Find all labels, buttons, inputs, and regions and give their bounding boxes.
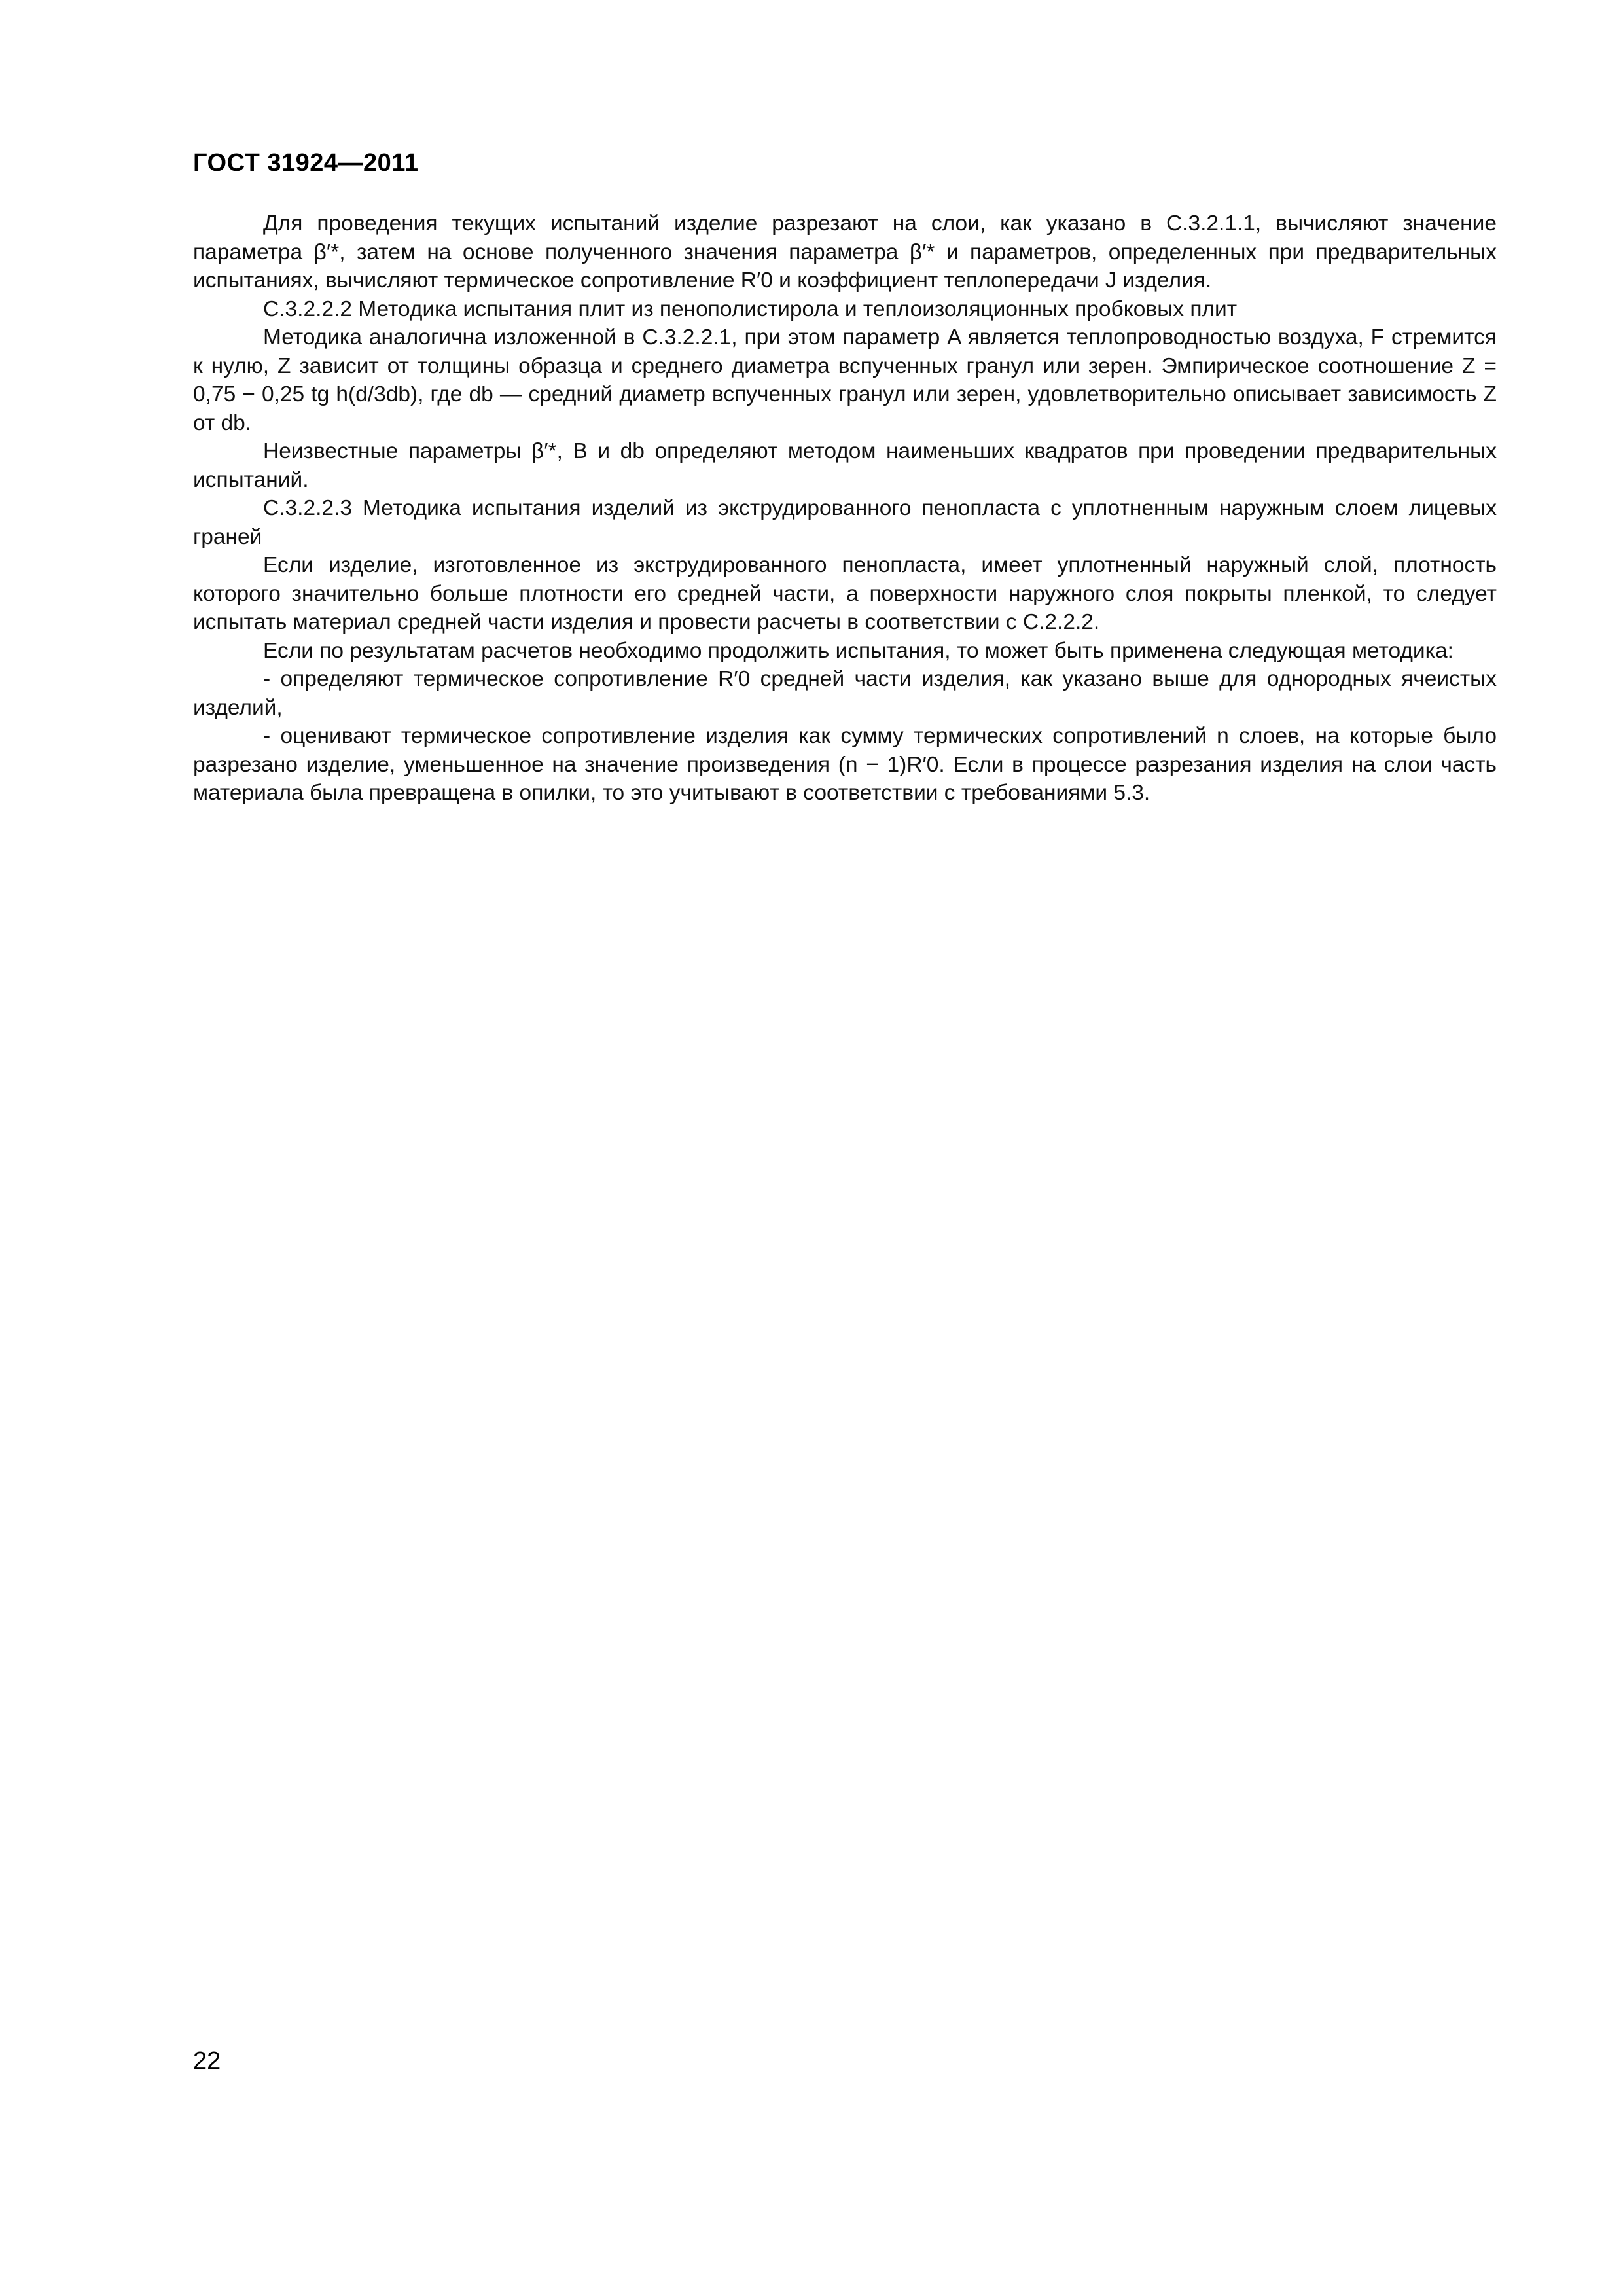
list-item-estimate-resistance: - оценивают термическое сопротивление изделия как сумму термических сопротивлений n слоев, на которые было разрезано изделие, уменьшенное на значение произведения (n − 1)R′0. Если в процессе разрезания изделия на слои часть материала была превращена в опилки, то это учитывают в соответствии с требованиями 5.3.: [193, 724, 1497, 805]
paragraph-current-tests: Для проведения текущих испытаний изделие разрезают на слои, как указано в С.3.2.1.1, вычисляют значение параметра β′*, затем на основе полученного значения параметра β′* и параметров, определенных при предварительных испытаниях, вычисляют термическое сопротивление R′0 и коэффициент теплопередачи J изделия.: [193, 211, 1497, 293]
paragraph-continue-tests: Если по результатам расчетов необходимо продолжить испытания, то может быть применена следующая методика:: [263, 638, 1454, 663]
paragraph-extruded-product: Если изделие, изготовленное из экструдированного пенопласта, имеет уплотненный наружный слой, плотность которого значительно больше плотности его средней части, а поверхности наружного слоя покрыты пленкой, то следует испытать материал средней части изделия и провести расчеты в соответствии с С.2.2.2.: [193, 553, 1497, 634]
paragraph-unknown-params: Неизвестные параметры β′*, B и db определяют методом наименьших квадратов при проведении предварительных испытаний.: [193, 439, 1497, 492]
paragraph-heading-c3222: С.3.2.2.2 Методика испытания плит из пенополистирола и теплоизоляционных пробковых плит: [263, 296, 1238, 321]
paragraph-heading-c3223: С.3.2.2.3 Методика испытания изделий из экструдированного пенопласта с уплотненным наружным слоем лицевых граней: [193, 496, 1497, 549]
standard-code-header: ГОСТ 31924—2011: [193, 149, 419, 177]
paragraph-method-similar: Методика аналогична изложенной в С.3.2.2.1, при этом параметр A является теплопроводностью воздуха, F стремится к нулю, Z зависит от толщины образца и среднего диаметра вспученных гранул или зерен. Эмпирическое соотношение Z = 0,75 − 0,25 tg h(d/3db), где db — средний диаметр вспученных гранул или зерен, удовлетворительно описывает зависимость Z от db.: [193, 325, 1497, 435]
page-number: 22: [193, 2047, 221, 2075]
body-text: [193, 209, 1497, 808]
list-item-determine-resistance: - определяют термическое сопротивление R′0 средней части изделия, как указано выше для однородных ячеистых изделий,: [193, 667, 1497, 720]
